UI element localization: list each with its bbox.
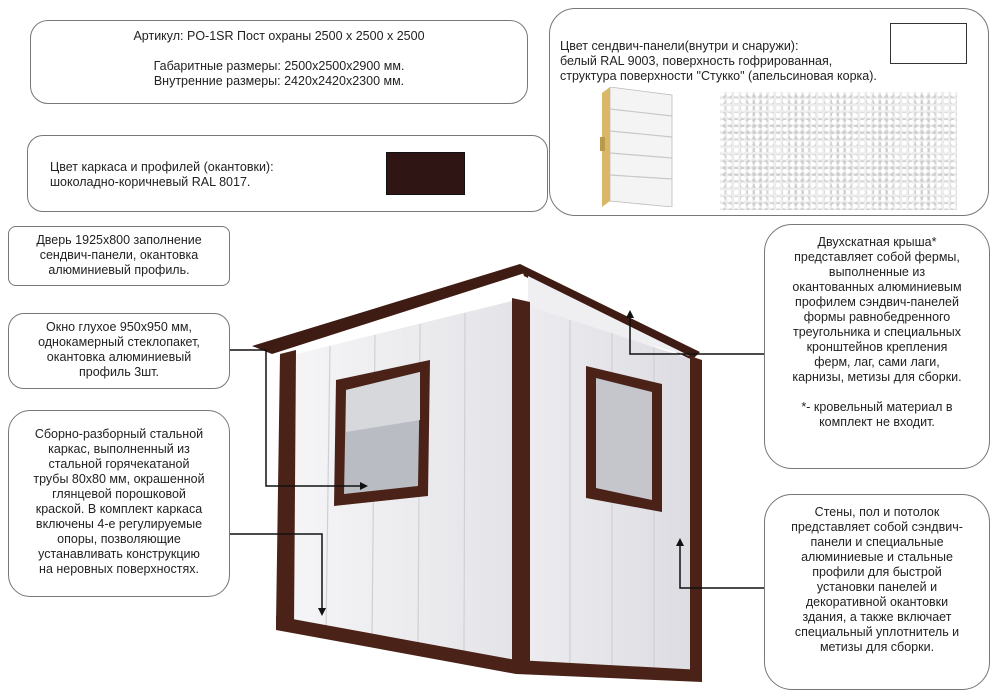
roof-line: треугольника и специальных [792,325,962,339]
roof-line: Двухскатная крыша* [817,235,937,249]
roof-line: окантованных алюминиевым [792,280,962,294]
kiosk-building [252,264,702,682]
outer-dimensions: Габаритные размеры: 2500х2500х2900 мм. [153,59,405,73]
walls-info-box [764,494,990,690]
walls-line: установки панелей и [816,580,938,594]
roof-line: карнизы, метизы для сборки. [792,370,962,384]
panel-color-line: белый RAL 9003, поверхность гофрированная, [560,54,833,68]
carcass-line: на неровных поверхностях. [39,562,199,576]
roof-line: *- кровельный материал в [801,400,953,414]
roof-line: формы равнобедренного [803,310,951,324]
window-line: профиль 3шт. [78,365,159,379]
door-line: сендвич-панели, окантовка [39,248,199,262]
frame-color-text [50,160,274,190]
carcass-line: Сборно-разборный стальной [34,427,204,441]
walls-line: метизы для сборки. [819,640,935,654]
carcass-info-box [8,410,230,597]
window-info-box [8,313,230,389]
walls-line: панели и специальные [810,535,944,549]
panel-color-box [549,8,989,216]
leader-arrowheads [318,310,684,616]
panel-color-line: Цвет сендвич-панели(внутри и снаружи): [560,39,799,53]
roof-line: выполненные из [828,265,926,279]
roof-line: представляет собой фермы, [794,250,960,264]
inner-dimensions: Внутренние размеры: 2420х2420х2300 мм. [153,74,405,88]
walls-line: декоративной окантовки [805,595,949,609]
roof-info-box [764,224,990,469]
walls-line: алюминиевые и стальные [801,550,953,564]
sandwich-panel-image [596,87,676,207]
frame-color-box [27,135,548,212]
frame-color-swatch [386,152,465,195]
walls-line: здания, а также включает [802,610,952,624]
article-title: Артикул: PO-1SR Пост охраны 2500 х 2500 х 2500 [133,29,425,43]
walls-line: специальный уплотнитель и [794,625,960,639]
walls-line: профили для быстрой [812,565,942,579]
door-line: алюминиевый профиль. [48,263,190,277]
roof-line: профилем сэндвич-панелей [795,295,959,309]
frame-color-line: шоколадно-коричневый RAL 8017. [50,175,251,189]
door-info-box [8,226,230,286]
panel-color-text [560,39,877,84]
stucco-texture-image [720,92,957,210]
carcass-line: глянцевой порошковой [52,487,186,501]
spacer [31,44,527,59]
door-line: Дверь 1925х800 заполнение [36,233,202,247]
carcass-line: опоры, позволяющие [57,532,181,546]
carcass-line: устанавливать конструкцию [38,547,200,561]
walls-line: Стены, пол и потолок [814,505,940,519]
roof-line [765,385,989,400]
carcass-line: трубы 80х80 мм, окрашенной [33,472,205,486]
leader-lines [230,316,764,610]
panel-color-line: структура поверхности "Стукко" (апельсиновая корка). [560,69,877,83]
roof-line: кронштейнов крепления [806,340,948,354]
window-line: Окно глухое 950х950 мм, [46,320,192,334]
window-line: однокамерный стеклопакет, [38,335,200,349]
panel-color-swatch [890,23,967,64]
roof-line: ферм, лаг, сами лаги, [814,355,940,369]
carcass-line: краской. В комплект каркаса [35,502,203,516]
frame-color-line: Цвет каркаса и профилей (окантовки): [50,160,274,174]
roof-line: комплект не входит. [819,415,935,429]
carcass-line: включены 4-е регулируемые [35,517,203,531]
carcass-line: каркас, выполненный из [48,442,190,456]
carcass-line: стальной горячекатаной [48,457,190,471]
walls-line: представляет собой сэндвич- [791,520,963,534]
article-info-box [30,20,528,104]
window-line: окантовка алюминиевый [46,350,192,364]
